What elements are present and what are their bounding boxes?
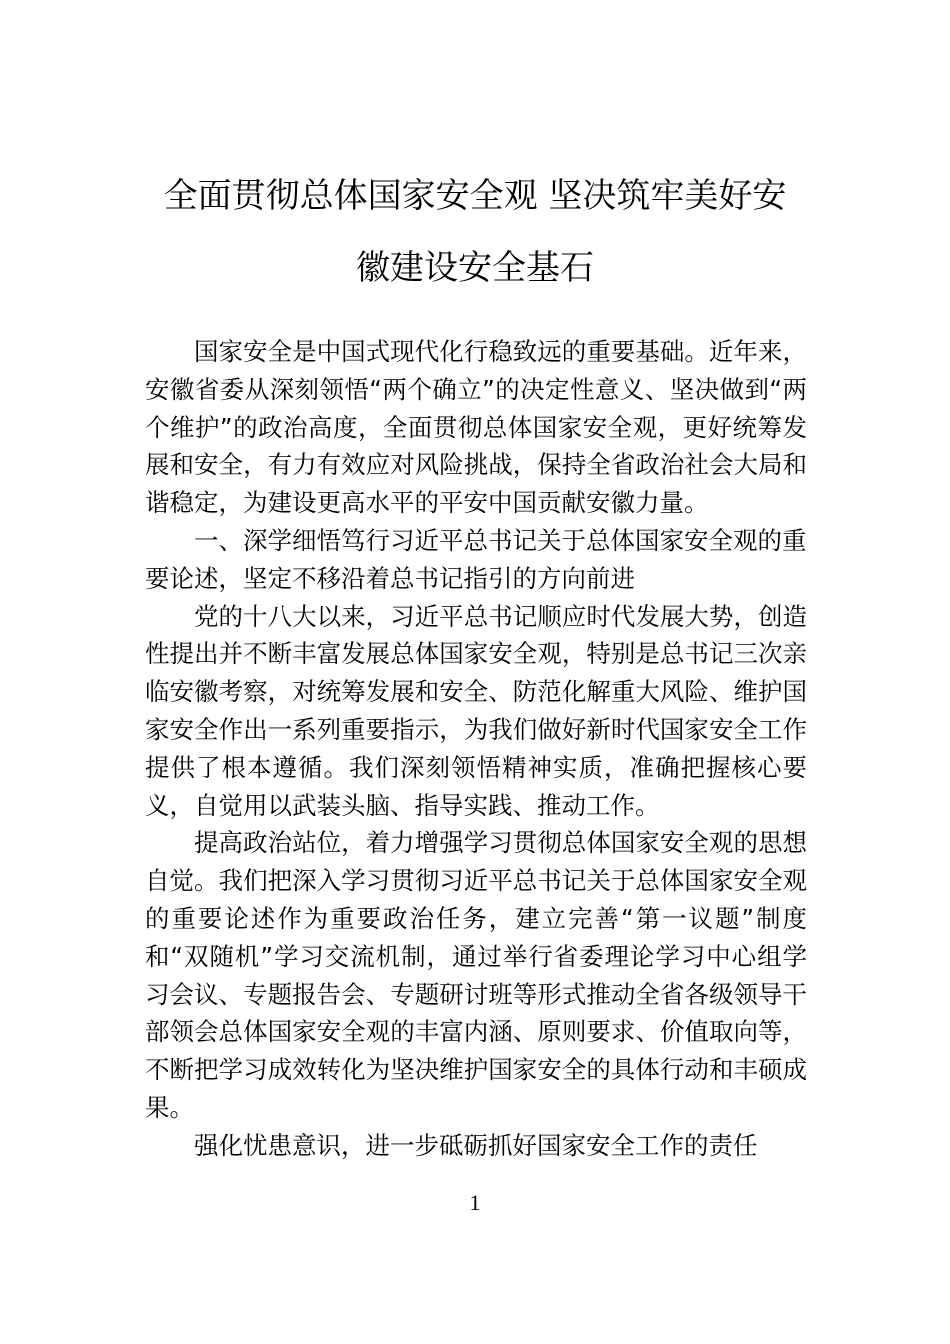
title-line-2: 徽建设安全基石 — [356, 248, 594, 288]
paragraph-section-1-overview: 党的十八大以来，习近平总书记顺应时代发展大势，创造性提出并不断丰富发展总体国家安全观，特别是总书记三次亲临安徽考察，对统筹发展和安全、防范化解重大风险、维护国家安全作出一系列重要指示，为我们做好新时代国家安全工作提供了根本遵循。我们深刻领悟精神实质，准确把握核心要义，自觉用以武装头脑、指导实践、推动工作。 — [145, 601, 807, 820]
paragraph-risk-awareness: 强化忧患意识，进一步砥砺抓好国家安全工作的责任 — [194, 1130, 758, 1160]
document-body — [145, 333, 807, 1165]
section-heading-1: 一、深学细悟笃行习近平总书记关于总体国家安全观的重要论述，坚定不移沿着总书记指引的方向前进 — [145, 525, 807, 593]
paragraph-intro: 国家安全是中国式现代化行稳致远的重要基础。近年来，安徽省委从深刻领悟“两个确立”的决定性意义、坚决做到“两个维护”的政治高度，全面贯彻总体国家安全观，更好统筹发展和安全，有力有效应对风险挑战，保持全省政治社会大局和谐稳定，为建设更高水平的平安中国贡献安徽力量。 — [145, 337, 807, 518]
paragraph-political-stance: 提高政治站位，着力增强学习贯彻总体国家安全观的思想自觉。我们把深入学习贯彻习近平总书记关于总体国家安全观的重要论述作为重要政治任务，建立完善“第一议题”制度和“双随机”学习交流机制，通过举行省委理论学习中心组学习会议、专题报告会、专题研讨班等形式推动全省各级领导干部领会总体国家安全观的丰富内涵、原则要求、价值取向等，不断把学习成效转化为坚决维护国家安全的具体行动和丰硕成果。 — [145, 828, 807, 1122]
page-number: 1 — [469, 1190, 481, 1215]
document-title — [140, 160, 810, 304]
title-line-1: 全面贯彻总体国家安全观 坚决筑牢美好安 — [163, 176, 787, 216]
